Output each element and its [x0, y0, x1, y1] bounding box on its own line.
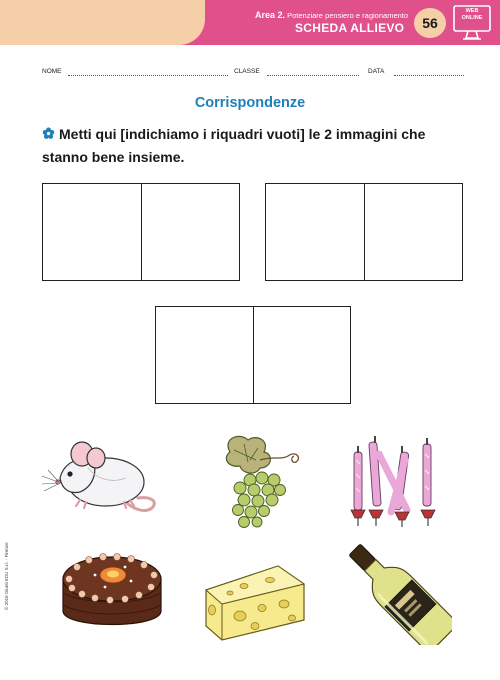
- data-field[interactable]: [394, 69, 464, 76]
- scheda-allievo-label: SCHEDA ALLIEVO: [295, 21, 405, 35]
- header-tab: [0, 0, 205, 45]
- answer-box-pair-3: [155, 306, 351, 404]
- wine-bottle-icon[interactable]: [342, 540, 452, 645]
- answer-box[interactable]: [253, 307, 351, 403]
- answer-box-pair-1: [42, 183, 240, 281]
- web-online-label: WEB ONLINE: [461, 8, 483, 21]
- copyright-notice: © 2018 Giunti EDU S.r.l. - Firenze: [4, 542, 9, 610]
- nome-label: NOME: [42, 68, 62, 75]
- answer-box[interactable]: [266, 184, 364, 280]
- student-info-line: [42, 68, 464, 78]
- answer-box[interactable]: [156, 307, 253, 403]
- nome-field[interactable]: [68, 69, 228, 76]
- area-label: Area 2.: [255, 10, 286, 20]
- instruction-text: Metti qui [indichiamo i riquadri vuoti] le 2 immagini che stanno bene insieme.: [42, 126, 426, 165]
- area-description: Potenziare pensiero e ragionamento: [287, 11, 409, 20]
- classe-field[interactable]: [267, 69, 359, 76]
- classe-label: CLASSE: [234, 68, 260, 75]
- cheese-icon[interactable]: [200, 560, 310, 645]
- page-number-badge: 56: [414, 8, 446, 38]
- answer-box[interactable]: [141, 184, 240, 280]
- flower-bullet-icon: [42, 127, 55, 140]
- exercise-instruction: [42, 123, 462, 169]
- answer-box[interactable]: [43, 184, 141, 280]
- web-online-badge[interactable]: [452, 5, 492, 42]
- answer-box-pair-2: [265, 183, 463, 281]
- grapes-icon[interactable]: [212, 430, 312, 530]
- data-label: DATA: [368, 68, 385, 75]
- candles-icon[interactable]: [345, 430, 445, 530]
- answer-box[interactable]: [364, 184, 463, 280]
- cake-icon[interactable]: [55, 545, 170, 645]
- mouse-icon[interactable]: [40, 438, 170, 518]
- exercise-title: Corrispondenze: [194, 95, 306, 111]
- area-subtitle: [255, 10, 435, 20]
